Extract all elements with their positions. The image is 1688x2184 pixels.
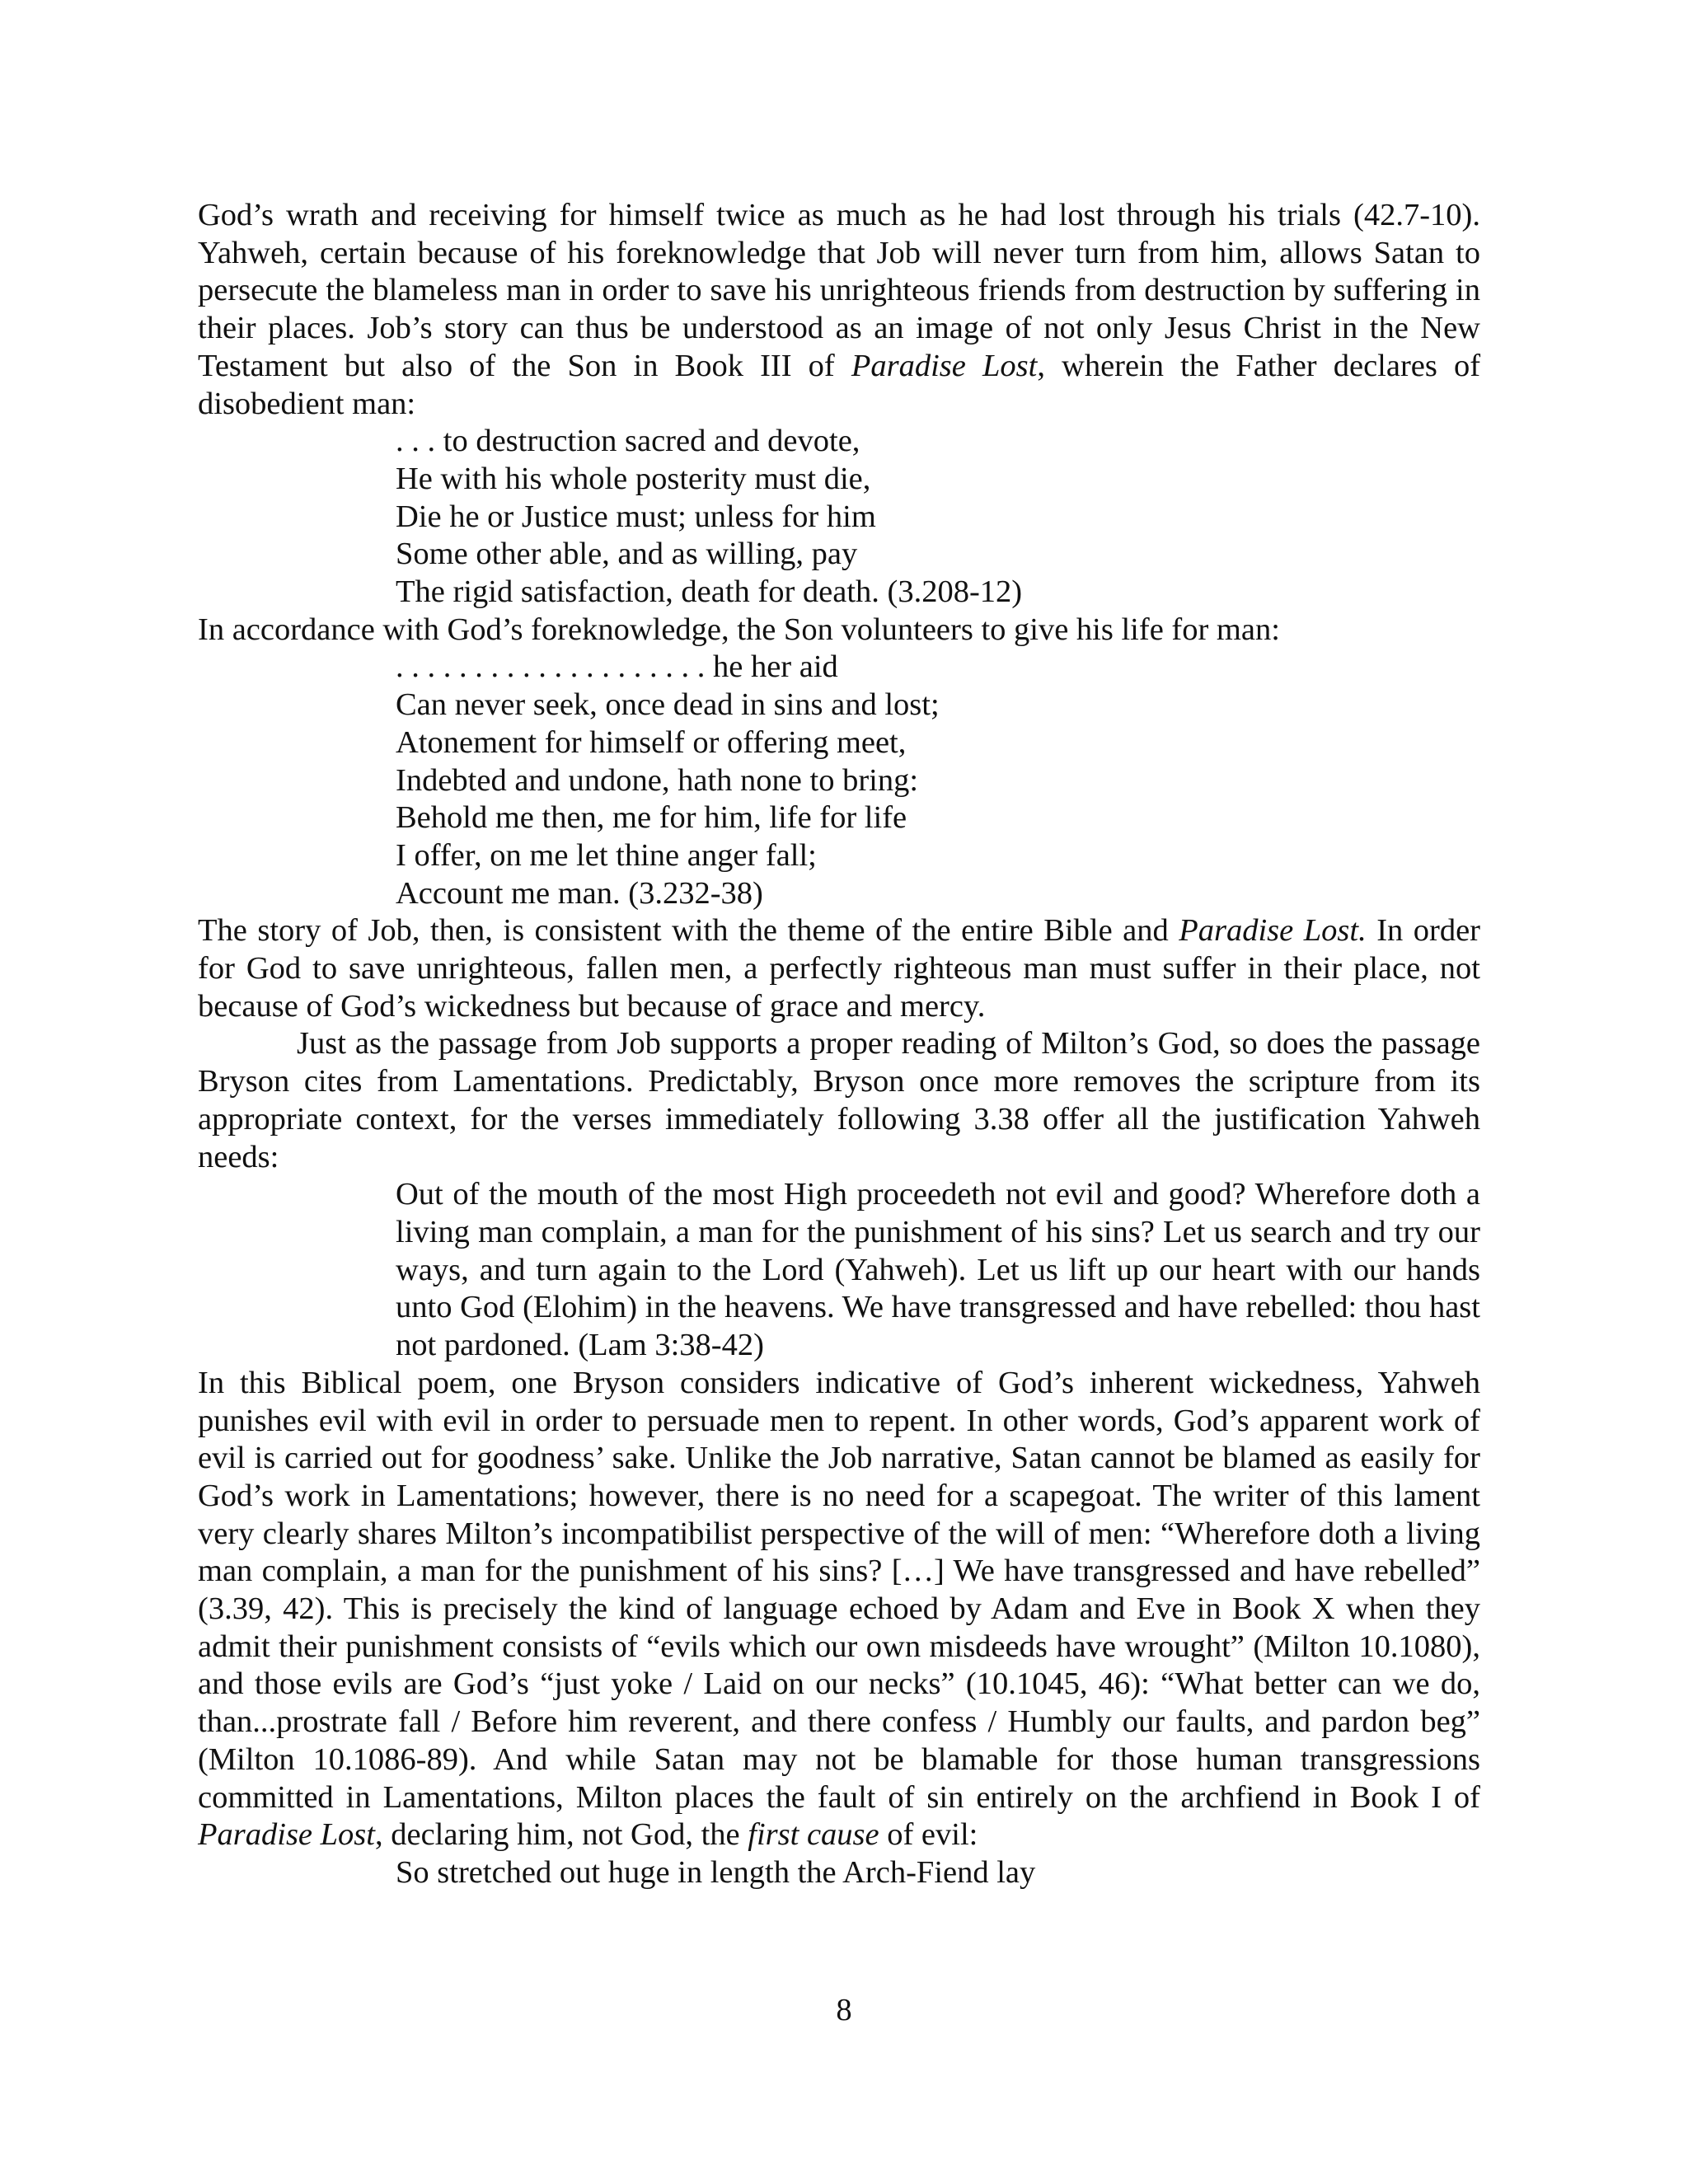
body-text xyxy=(198,197,1480,1892)
block-quotation xyxy=(198,1176,1480,1365)
italic-text: Paradise Lost xyxy=(198,1817,375,1853)
verse-quotation xyxy=(198,423,1480,612)
text-run: In accordance with God’s foreknowledge, the Son volunteers to give his life for man: xyxy=(198,612,1280,647)
body-paragraph xyxy=(198,1025,1480,1176)
text-run: Out of the mouth of the most High proceedeth not evil and good? Wherefore doth a living man complain, a man for the punishment of his sins? Let us search and try our ways, and turn again to the Lord (Yahweh). Let us lift up our heart with our hands unto God (Elohim) in the heavens. We have transgressed and have rebelled: thou hast not pardoned. (Lam 3:38-42) xyxy=(396,1177,1480,1363)
text-run: Just as the passage from Job supports a proper reading of Milton’s God, so does the passage Bryson cites from Lamentations. Predictably, Bryson once more removes the scripture from its appropriate context, for the verses immediately following 3.38 offer all the justification Yahweh needs: xyxy=(198,1026,1480,1174)
italic-text: Paradise Lost. xyxy=(1179,913,1367,949)
verse-line: So stretched out huge in length the Arch-Fiend lay xyxy=(396,1854,1036,1890)
verse-quotation xyxy=(198,1854,1480,1892)
verse-line: Some other able, and as willing, pay xyxy=(396,537,858,572)
verse-line: Die he or Justice must; unless for him xyxy=(396,499,876,534)
verse-quotation xyxy=(198,649,1480,912)
verse-line: Account me man. (3.232-38) xyxy=(396,875,763,911)
text-run: In order for God to save unrighteous, fallen men, a perfectly righteous man must suffer in their place, not because of God’s wickedness but because of grace and mercy. xyxy=(198,913,1480,1024)
text-run: God’s wrath and receiving for himself twice as much as he had lost through his trials (42.7-10). Yahweh, certain because of his foreknowledge that Job will never turn from him, allows Satan to persecute the blameless man in order to save his unrighteous friends from destruction by suffering in their places. Job’s story can thus be understood as an image of not only Jesus Christ in the New Testament but also of the Son in Book III of xyxy=(198,198,1480,383)
verse-line: Atonement for himself or offering meet, xyxy=(396,724,907,760)
verse-line: Indebted and undone, hath none to bring: xyxy=(396,762,919,798)
verse-line: . . . . . . . . . . . . . . . . . . . . he her aid xyxy=(396,649,838,685)
text-run: , wherein the Father declares of disobedient man: xyxy=(198,348,1481,421)
page-number: 8 xyxy=(836,1993,852,2027)
body-paragraph xyxy=(198,612,1480,649)
verse-line: . . . to destruction sacred and devote, xyxy=(396,424,860,459)
verse-line: Can never seek, once dead in sins and lost; xyxy=(396,687,940,723)
verse-line: The rigid satisfaction, death for death. (3.208-12) xyxy=(396,574,1023,610)
text-run: of evil: xyxy=(879,1817,978,1853)
verse-line: Behold me then, me for him, life for life xyxy=(396,800,907,836)
body-paragraph xyxy=(198,1365,1480,1854)
verse-line: I offer, on me let thine anger fall; xyxy=(396,837,817,873)
body-paragraph xyxy=(198,197,1480,423)
italic-text: first cause xyxy=(748,1817,879,1853)
italic-text: Paradise Lost xyxy=(851,348,1038,383)
text-run: In this Biblical poem, one Bryson considers indicative of God’s inherent wickedness, Yahweh punishes evil with evil in order to persuade men to repent. In other words, God’s apparent work of evil is carried out for goodness’ sake. Unlike the Job narrative, Satan cannot be blamed as easily for God’s work in Lamentations; however, there is no need for a scapegoat. The writer of this lament very clearly shares Milton’s incompatibilist perspective of the will of men: “Wherefore doth a living man complain, a man for the punishment of his sins? […] We have transgressed and have rebelled” (3.39, 42). This is precisely the kind of language echoed by Adam and Eve in Book X when they admit their punishment consists of “evils which our own misdeeds have wrought” (Milton 10.1080), and those evils are God’s “just yoke / Laid on our necks” (10.1045, 46): “What better can we do, than...prostrate fall / Before him reverent, and there confess / Humbly our faults, and pardon beg” (Milton 10.1086-89). And while Satan may not be blamable for those human transgressions committed in Lamentations, Milton places the fault of sin entirely on the archfiend in Book I of xyxy=(198,1365,1480,1815)
text-run: , declaring him, not God, the xyxy=(374,1817,748,1853)
text-run: The story of Job, then, is consistent with the theme of the entire Bible and xyxy=(198,913,1179,949)
body-paragraph xyxy=(198,912,1480,1025)
verse-line: He with his whole posterity must die, xyxy=(396,461,871,496)
